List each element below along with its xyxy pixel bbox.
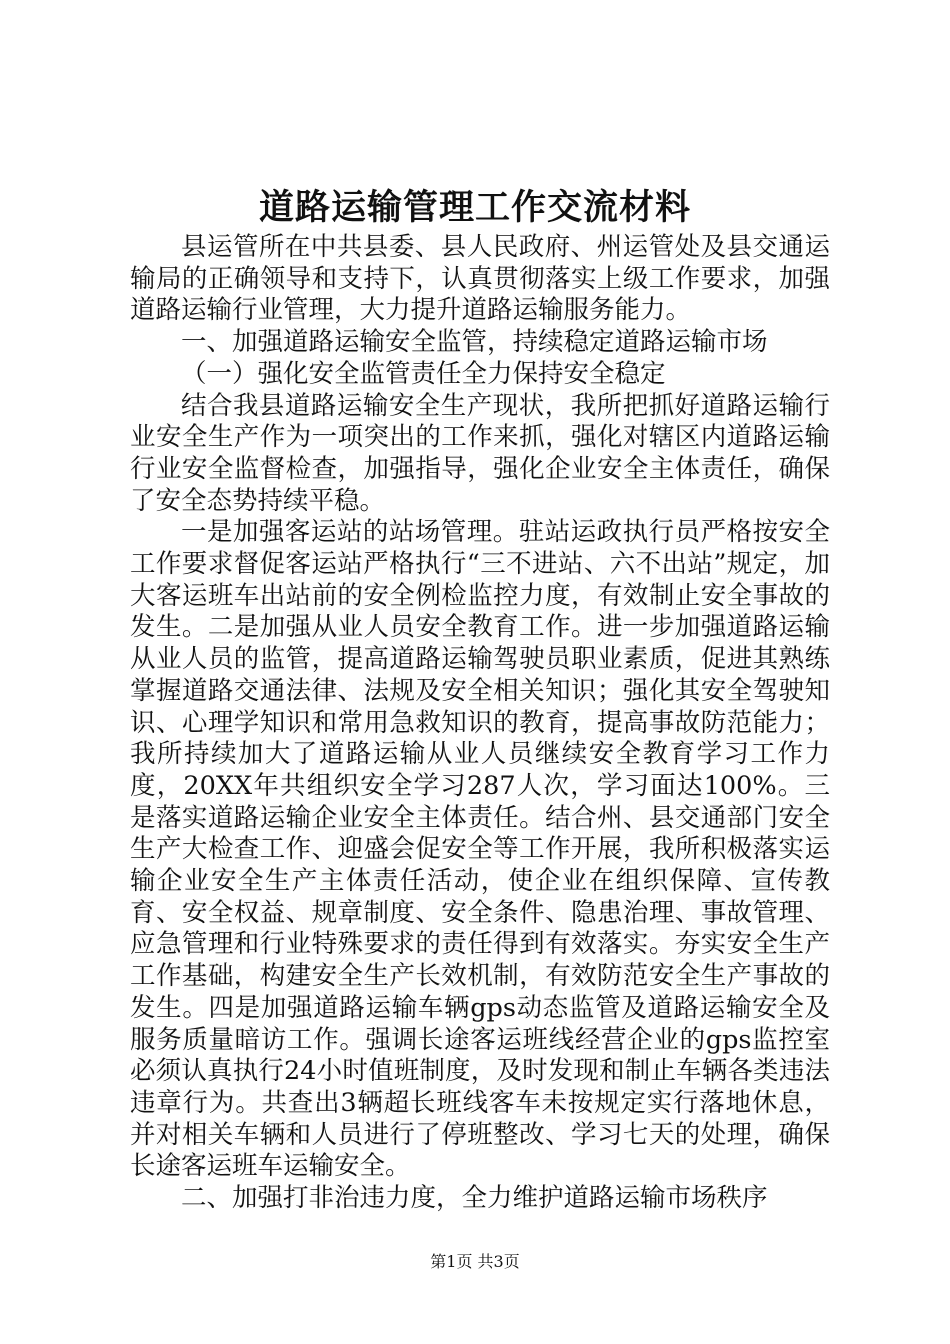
paragraph-safety-measures: 一是加强客运站的站场管理。驻站运政执行员严格按安全工作要求督促客运站严格执行“三不进站、六不出站”规定，加大客运班车出站前的安全例检监控力度，有效制止安全事故的发生。二是加强从业人员安全教育工作。进一步加强道路运输从业人员的监管，提高道路运输驾驶员职业素质，促进其熟练掌握道路交通法律、法规及安全相关知识；强化其安全驾驶知识、心理学知识和常用急救知识的教育，提高事故防范能力；我所持续加大了道路运输从业人员继续安全教育学习工作力度，20XX年共组织安全学习287人次，学习面达100%。三是落实道路运输企业安全主体责任。结合州、县交通部门安全生产大检查工作、迎盛会促安全等工作开展，我所积极落实运输企业安全生产主体责任活动，使企业在组织保障、宣传教育、安全权益、规章制度、安全条件、隐患治理、事故管理、应急管理和行业特殊要求的责任得到有效落实。夯实安全生产工作基础，构建安全生产长效机制，有效防范安全生产事故的发生。四是加强道路运输车辆gps动态监管及道路运输安全及服务质量暗访工作。强调长途客运班线经营企业的gps监控室必须认真执行24小时值班制度，及时发现和制止车辆各类违法违章行为。共查出3辆超长班线客车未按规定实行落地休息，并对相关车辆和人员进行了停班整改、学习七天的处理，确保长途客运班车运输安全。 [130,517,830,1182]
section-heading-1: 一、加强道路运输安全监管，持续稳定道路运输市场 [181,327,768,358]
paragraph-intro: 县运管所在中共县委、县人民政府、州运管处及县交通运输局的正确领导和支持下，认真贯彻落实上级工作要求，加强道路运输行业管理，大力提升道路运输服务能力。 [130,232,830,326]
subsection-heading-1: （一）强化安全监管责任全力保持安全稳定 [181,358,666,389]
document-body [130,232,830,1215]
paragraph-safety-overview: 结合我县道路运输安全生产现状，我所把抓好道路运输行业安全生产作为一项突出的工作来抓，强化对辖区内道路运输行业安全监督检查，加强指导，强化企业安全主体责任，确保了安全态势持续平稳。 [130,390,830,516]
document-title: 道路运输管理工作交流材料 [258,187,691,228]
page-footer: 第1页 共3页 [430,1252,520,1271]
section-heading-2: 二、加强打非治违力度，全力维护道路运输市场秩序 [181,1183,768,1214]
